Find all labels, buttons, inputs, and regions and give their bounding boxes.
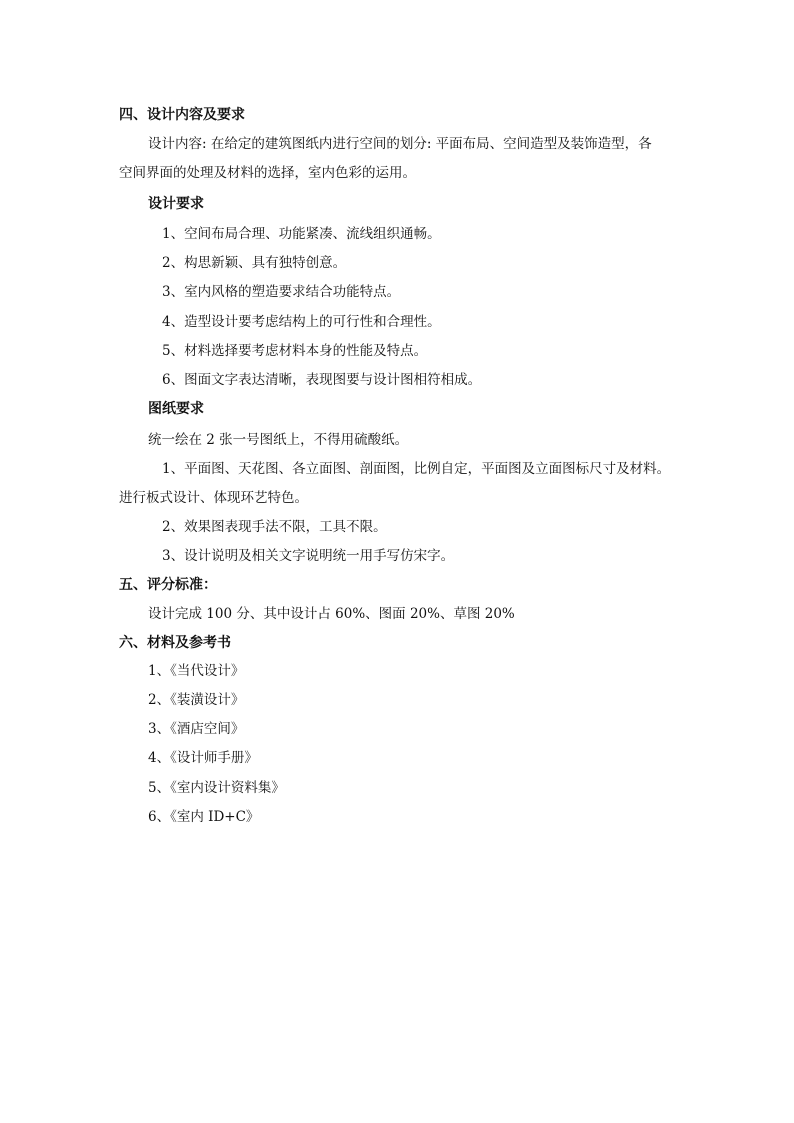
section-6-heading: 六、材料及参考书 (119, 635, 231, 651)
section-5-heading: 五、评分标准： (119, 577, 217, 593)
reference-book-6: 6、《室内 ID+C》 (148, 809, 260, 825)
requirement-item-1: 1、空间布局合理、功能紧凑、流线组织通畅。 (162, 226, 441, 242)
drawing-item-1-line-1: 1、平面图、天花图、各立面图、剖面图，比例自定，平面图及立面图标尺寸及材料。 (162, 461, 671, 477)
section-4-heading: 四、设计内容及要求 (119, 107, 245, 123)
reference-book-2: 2、《装潢设计》 (148, 692, 245, 708)
grading-criteria: 设计完成 100 分、其中设计占 60%、图面 20%、草图 20% (148, 606, 515, 622)
requirement-item-3: 3、室内风格的塑造要求结合功能特点。 (162, 284, 401, 300)
design-content-line-2: 空间界面的处理及材料的选择，室内色彩的运用。 (119, 165, 416, 181)
requirement-item-5: 5、材料选择要考虑材料本身的性能及特点。 (162, 343, 428, 359)
reference-book-4: 4、《设计师手册》 (148, 750, 258, 766)
reference-book-3: 3、《酒店空间》 (148, 721, 245, 737)
design-content-line-1: 设计内容: 在给定的建筑图纸内进行空间的划分: 平面布局、空间造型及装饰造型，各 (148, 136, 652, 152)
design-requirements-heading: 设计要求 (148, 196, 204, 212)
drawing-item-1-line-2: 进行板式设计、体现环艺特色。 (119, 490, 308, 506)
requirement-item-2: 2、构思新颖、具有独特创意。 (162, 255, 347, 271)
reference-book-1: 1、《当代设计》 (148, 663, 245, 679)
reference-book-5: 5、《室内设计资料集》 (148, 780, 285, 796)
drawing-item-2: 2、效果图表现手法不限，工具不限。 (162, 519, 387, 535)
drawing-requirements-heading: 图纸要求 (148, 401, 204, 417)
drawing-item-3: 3、设计说明及相关文字说明统一用手写仿宋字。 (162, 548, 455, 564)
requirement-item-4: 4、造型设计要考虑结构上的可行性和合理性。 (162, 314, 441, 330)
requirement-item-6: 6、图面文字表达清晰，表现图要与设计图相符相成。 (162, 372, 482, 388)
drawing-intro: 统一绘在 2 张一号图纸上，不得用硫酸纸。 (148, 432, 409, 448)
